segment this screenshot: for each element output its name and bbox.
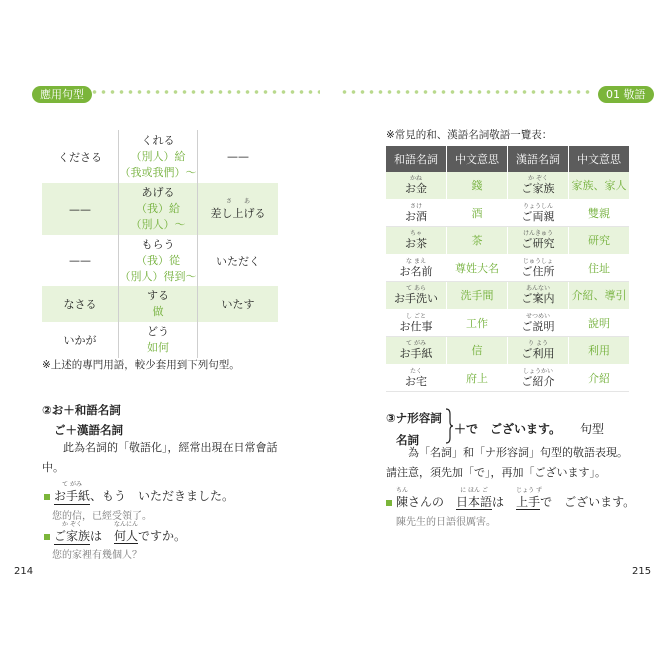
table-row xyxy=(386,172,629,199)
furigana: さ あ xyxy=(225,197,250,205)
cell-text: 差し上げる xyxy=(210,206,266,220)
example-sentence-2 xyxy=(44,521,187,545)
table-row xyxy=(386,337,629,365)
section2-heading2: ご＋漢語名詞 xyxy=(54,423,123,437)
section2-desc-line2: 中。 xyxy=(42,461,64,474)
table-cell xyxy=(508,282,569,310)
word: ご紹介 xyxy=(521,374,555,388)
table-cell: 研究 xyxy=(569,227,630,255)
table-cell: 利用 xyxy=(569,337,630,365)
ruby-word xyxy=(54,521,91,545)
cell-text: もらう xyxy=(141,237,175,251)
translation-2: 您的家裡有幾個人？ xyxy=(52,550,142,561)
table-row xyxy=(42,183,278,235)
section2-desc-line1: 此為名詞的「敬語化」，經常出現在日常會話 xyxy=(63,441,278,454)
cell-text: （別人）得到～ xyxy=(119,269,197,283)
sentence-part: は xyxy=(492,495,517,509)
page-number-left: 214 xyxy=(14,566,34,577)
table-row xyxy=(42,322,278,358)
table-cell xyxy=(119,130,198,183)
ruby-word xyxy=(522,174,555,196)
left-table xyxy=(42,130,278,358)
table-cell: なさる xyxy=(42,286,119,322)
ruby-word xyxy=(522,312,555,334)
ruby-word xyxy=(394,284,438,306)
table-row xyxy=(42,130,278,183)
word: ご住所 xyxy=(521,264,555,278)
furigana: て がみ xyxy=(62,481,82,488)
furigana: て あら xyxy=(406,285,426,293)
word: お手洗い xyxy=(394,292,438,306)
word: ご案内 xyxy=(521,292,555,306)
table-cell: —— xyxy=(42,235,119,286)
table-cell: 介紹、導引 xyxy=(569,282,630,310)
word: お宅 xyxy=(405,374,427,388)
table-cell xyxy=(198,183,279,235)
table-cell xyxy=(119,235,198,286)
furigana: に ほん ご xyxy=(460,487,488,494)
furigana: か ぞく xyxy=(62,521,82,528)
sentence-part: さんの xyxy=(408,495,457,509)
table-cell: 介紹 xyxy=(569,364,630,392)
ruby-word xyxy=(396,487,409,510)
ruby-word xyxy=(522,367,555,389)
table-cell: 信 xyxy=(447,337,508,365)
table-cell: 尊姓大名 xyxy=(447,254,508,282)
ruby-word xyxy=(522,202,555,224)
ruby-word xyxy=(522,284,555,306)
ruby-word xyxy=(54,481,91,505)
table-cell xyxy=(386,254,447,282)
furigana: じゅうしょ xyxy=(522,257,553,265)
brace-icon xyxy=(444,408,454,444)
table-cell xyxy=(508,337,569,365)
ruby-word xyxy=(400,257,433,279)
table-cell xyxy=(386,172,447,199)
table-cell xyxy=(119,286,198,322)
word: 上手 xyxy=(516,495,541,509)
ruby-word xyxy=(400,339,433,361)
cell-text: 做 xyxy=(152,305,164,318)
page-number-right: 215 xyxy=(632,566,652,577)
furigana: しょうかい xyxy=(522,367,553,375)
table-row xyxy=(386,227,629,255)
furigana: かね xyxy=(409,175,422,183)
table-cell xyxy=(508,254,569,282)
ruby-word xyxy=(405,229,427,251)
furigana: か ぞく xyxy=(528,175,548,183)
cell-text: あげる xyxy=(141,186,175,199)
table-cell xyxy=(508,364,569,392)
bullet-square-icon xyxy=(44,494,50,500)
table-cell: 說明 xyxy=(569,309,630,337)
word: ご両親 xyxy=(521,209,555,223)
furigana: たく xyxy=(409,367,422,375)
table-cell xyxy=(386,227,447,255)
table-cell: 工作 xyxy=(447,309,508,337)
table-cell xyxy=(386,199,447,227)
furigana: て がみ xyxy=(406,340,426,348)
word: お茶 xyxy=(405,237,427,251)
furigana: し ごと xyxy=(406,312,426,320)
table-cell xyxy=(119,322,198,358)
honorific-noun-table xyxy=(386,146,629,392)
translation-1: 您的信，已經受領了。 xyxy=(52,511,152,522)
cell-text: （我）給 xyxy=(136,202,180,215)
right-note: ※常見的和、漢語名詞敬語一覽表： xyxy=(386,129,553,141)
furigana: じょう ず xyxy=(516,487,542,494)
sentence-rest: ですか。 xyxy=(138,529,187,543)
table-cell xyxy=(508,172,569,199)
word: お金 xyxy=(405,182,427,196)
cell-text: （別人）～ xyxy=(130,218,186,231)
word: ご家族 xyxy=(54,529,91,543)
table-row xyxy=(386,282,629,310)
furigana: けんきゅう xyxy=(522,230,553,238)
table-cell: 府上 xyxy=(447,364,508,392)
ruby-word xyxy=(522,229,555,251)
table-cell xyxy=(386,337,447,365)
sentence-rest: 、もう いただきました。 xyxy=(90,489,235,503)
column-header: 中文意思 xyxy=(569,146,630,172)
section-tag-right: 01 敬語 xyxy=(598,86,654,103)
table-cell: 酒 xyxy=(447,199,508,227)
table-row xyxy=(42,286,278,322)
table-cell xyxy=(386,364,447,392)
table-cell xyxy=(508,227,569,255)
column-header: 中文意思 xyxy=(447,146,508,172)
dotted-rule-left xyxy=(90,89,320,95)
furigana: せつめい xyxy=(525,312,550,320)
section3-desc-line1: 為「名詞」和「ナ形容詞」句型的敬語表現。 xyxy=(408,446,628,459)
dotted-rule-right xyxy=(340,89,594,95)
table-cell: いただく xyxy=(216,254,260,268)
section3-tail2: 句型 xyxy=(580,422,605,436)
ruby-word xyxy=(405,174,427,196)
furigana: さけ xyxy=(409,202,422,210)
table-header-row xyxy=(386,146,629,172)
table-cell xyxy=(386,282,447,310)
word: ご研究 xyxy=(521,237,555,251)
section2-heading1: ②お＋和語名詞 xyxy=(42,403,121,417)
cell-text: する xyxy=(147,289,169,302)
section3-line1: ③ナ形容詞 xyxy=(386,411,442,425)
furigana: ちん xyxy=(396,487,409,494)
cell-text: （別人）給 xyxy=(130,149,186,163)
section-tag-left: 應用句型 xyxy=(32,86,92,103)
section3-desc-line2: 請注意，須先加「で」，再加「ございます」。 xyxy=(386,466,606,479)
table-cell: いたす xyxy=(198,286,279,322)
table-row xyxy=(386,364,629,392)
furigana: なんにん xyxy=(114,521,139,528)
word: 日本語 xyxy=(456,495,493,509)
table-cell xyxy=(508,309,569,337)
table-cell xyxy=(508,199,569,227)
cell-text: どう xyxy=(147,325,169,338)
section3-tail: ＋で ございます。 xyxy=(454,422,562,436)
table-cell: くださる xyxy=(42,130,119,183)
bullet-square-icon xyxy=(386,500,392,506)
cell-text: 如何 xyxy=(147,341,169,354)
furigana: りょうしん xyxy=(522,202,553,210)
furigana: ちゃ xyxy=(409,230,422,238)
table-cell: 家族、家人 xyxy=(569,172,630,199)
table-row xyxy=(386,309,629,337)
example-sentence-3 xyxy=(386,487,636,510)
table-cell: 住址 xyxy=(569,254,630,282)
cell-text: くれる xyxy=(141,133,175,147)
word: お手紙 xyxy=(54,489,91,503)
cell-text: （我）從 xyxy=(136,253,180,267)
ruby-word xyxy=(516,487,542,510)
ruby-word xyxy=(405,202,427,224)
table-cell: いかが xyxy=(42,322,119,358)
furigana: な まえ xyxy=(406,257,426,265)
table-cell: 雙親 xyxy=(569,199,630,227)
table-cell xyxy=(386,309,447,337)
word: お手紙 xyxy=(399,347,433,361)
furigana: り よう xyxy=(528,340,548,348)
ruby-word xyxy=(456,487,493,510)
table-cell xyxy=(198,322,279,358)
table-row xyxy=(386,254,629,282)
cell-text: （我或我們）～ xyxy=(119,165,197,179)
table-cell: 洗手間 xyxy=(447,282,508,310)
sentence-mid: は xyxy=(90,529,115,543)
word: 陳 xyxy=(396,495,409,509)
word: お仕事 xyxy=(399,319,433,333)
word: お名前 xyxy=(399,264,433,278)
column-header: 和語名詞 xyxy=(386,146,447,172)
word: ご利用 xyxy=(521,347,555,361)
example-sentence-1 xyxy=(44,481,235,505)
ruby-word xyxy=(114,521,139,544)
translation-3: 陳先生的日語很厲害。 xyxy=(396,517,496,528)
word: お酒 xyxy=(405,209,427,223)
ruby-word xyxy=(405,367,427,389)
word: ご説明 xyxy=(521,319,555,333)
bullet-square-icon xyxy=(44,534,50,540)
ruby-word xyxy=(522,339,555,361)
word: 何人 xyxy=(114,529,139,543)
table-cell xyxy=(119,183,198,235)
table-cell: 錢 xyxy=(447,172,508,199)
word: ご家族 xyxy=(521,182,555,196)
section3-line2: 名詞 xyxy=(396,433,419,447)
table-row xyxy=(42,235,278,286)
left-note: ※上述的專門用語，較少套用到下列句型。 xyxy=(42,359,240,371)
ruby-word xyxy=(522,257,555,279)
sentence-part: で ございます。 xyxy=(540,495,636,509)
table-cell: 茶 xyxy=(447,227,508,255)
column-header: 漢語名詞 xyxy=(508,146,569,172)
table-cell: —— xyxy=(227,150,249,163)
ruby-word xyxy=(400,312,433,334)
furigana: あんない xyxy=(525,285,550,293)
table-row xyxy=(386,199,629,227)
table-cell: —— xyxy=(42,183,119,235)
